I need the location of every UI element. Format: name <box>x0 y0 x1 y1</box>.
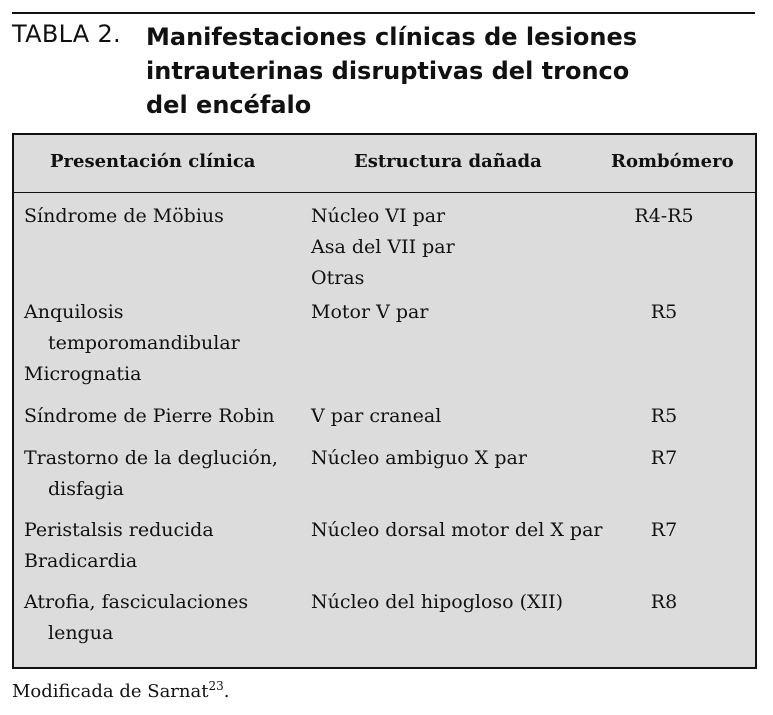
structure-line: Motor V par <box>311 301 429 323</box>
structure-cell <box>311 401 441 432</box>
structure-line: V par craneal <box>311 405 442 427</box>
title-line: intrauterinas disruptivas del tronco <box>146 57 630 85</box>
structure-line: Núcleo dorsal motor del X par <box>311 519 603 541</box>
structure-line: Otras <box>311 267 365 289</box>
structure-cell <box>311 443 527 474</box>
table-row <box>14 393 755 435</box>
presentation-line: disfagia <box>48 478 124 500</box>
presentation-cell <box>24 515 214 577</box>
presentation-line: Peristalsis reducida <box>24 519 214 541</box>
reference-number: 23 <box>208 679 224 693</box>
table-row <box>14 507 755 579</box>
presentation-line: Síndrome de Möbius <box>24 205 224 227</box>
presentation-cell <box>24 297 240 390</box>
rhombomere-cell: R7 <box>650 519 678 541</box>
source-note <box>12 681 229 702</box>
presentation-line: Trastorno de la deglución, <box>24 447 278 469</box>
source-text: Modificada de Sarnat <box>12 681 209 702</box>
presentation-line: Micrognatia <box>24 363 142 385</box>
structure-line: Asa del VII par <box>311 236 455 258</box>
header-structure: Estructura dañada <box>354 151 542 172</box>
presentation-line: lengua <box>48 622 114 644</box>
rhombomere-cell: R5 <box>650 405 678 427</box>
clinical-table <box>12 133 757 669</box>
rhombomere-cell: R7 <box>650 447 678 469</box>
structure-cell <box>311 201 455 294</box>
table-row <box>14 289 755 393</box>
table-title <box>12 18 755 130</box>
presentation-cell <box>24 587 248 649</box>
presentation-cell <box>24 401 275 432</box>
table-row <box>14 579 755 663</box>
presentation-line: Síndrome de Pierre Robin <box>24 405 275 427</box>
presentation-cell <box>24 201 224 232</box>
table-number: TABLA 2. <box>12 20 121 48</box>
source-suffix: . <box>223 681 230 702</box>
table-header <box>14 135 755 192</box>
rhombomere-cell: R5 <box>650 301 678 323</box>
structure-cell <box>311 587 563 618</box>
presentation-line: Atrofia, fasciculaciones <box>24 591 249 613</box>
structure-line: Núcleo del hipogloso (XII) <box>311 591 564 613</box>
structure-line: Núcleo VI par <box>311 205 446 227</box>
structure-line: Núcleo ambiguo X par <box>311 447 527 469</box>
presentation-line: Anquilosis <box>24 301 124 323</box>
header-rhombomere: Rombómero <box>611 151 734 172</box>
presentation-line: Bradicardia <box>24 550 138 572</box>
rhombomere-cell: R4-R5 <box>634 205 694 227</box>
table-row <box>14 193 755 289</box>
structure-cell <box>311 515 603 546</box>
title-line: Manifestaciones clínicas de lesiones <box>146 23 638 51</box>
table-caption <box>146 20 637 122</box>
top-rule <box>12 12 755 14</box>
title-line: del encéfalo <box>146 91 312 119</box>
rhombomere-cell: R8 <box>650 591 678 613</box>
header-presentation: Presentación clínica <box>50 151 256 172</box>
presentation-line: temporomandibular <box>48 332 240 354</box>
structure-cell <box>311 297 428 328</box>
table-row <box>14 435 755 507</box>
presentation-cell <box>24 443 278 505</box>
